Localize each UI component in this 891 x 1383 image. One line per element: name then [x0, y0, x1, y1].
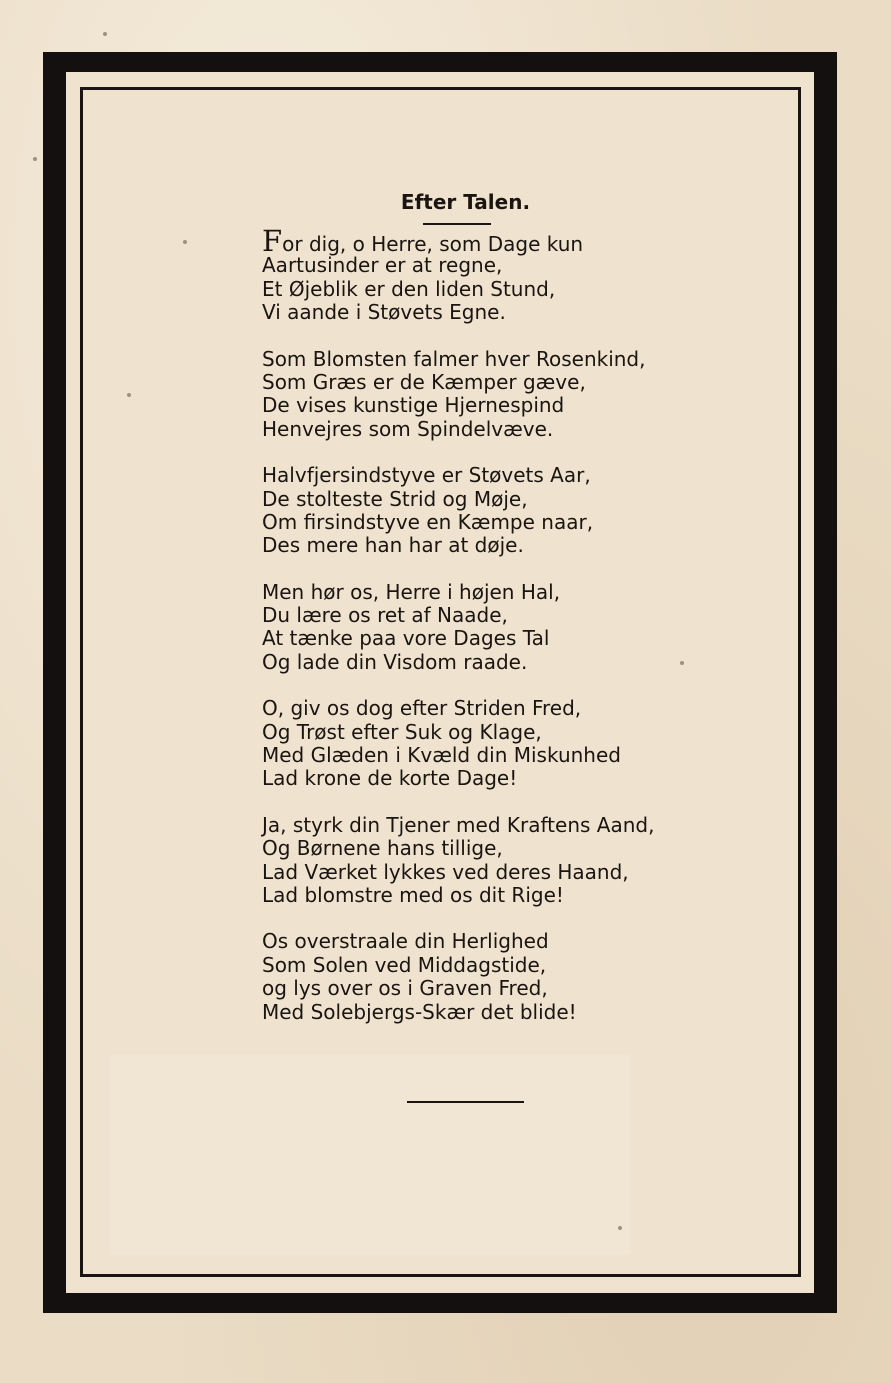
poem-line: Om firsindstyve en Kæmpe naar, [262, 509, 594, 534]
poem-line: Aartusinder er at regne, [262, 253, 503, 278]
poem-line [262, 224, 722, 258]
poem-line: De stolteste Strid og Møje, [262, 486, 528, 511]
poem-line: Og Børnene hans tillige, [262, 836, 503, 861]
poem-line: Des mere han har at døje. [262, 533, 524, 558]
stanza-4 [262, 581, 722, 675]
poem-line: Lad Værket lykkes ved deres Haand, [262, 859, 629, 884]
poem-title: Efter Talen. [400, 190, 531, 214]
poem-line: Som Blomsten falmer hver Rosenkind, [262, 346, 646, 371]
poem-line: Halvfjersindstyve er Støvets Aar, [262, 463, 591, 488]
poem-line: og lys over os i Graven Fred, [262, 976, 548, 1001]
poem-line: At tænke paa vore Dages Tal [262, 626, 550, 651]
stanza-5 [262, 697, 722, 791]
stanza-7 [262, 930, 722, 1024]
poem-line: Du lære os ret af Naade, [262, 603, 508, 628]
end-rule [407, 1101, 524, 1103]
poem-line: Lad krone de korte Dage! [262, 766, 518, 791]
poem-line: Henvejres som Spindelvæve. [262, 416, 554, 441]
poem-line: Et Øjeblik er den liden Stund, [262, 276, 556, 301]
poem-line: Som Solen ved Middagstide, [262, 952, 547, 977]
paper-speck [127, 393, 131, 397]
paper-speck [618, 1226, 622, 1230]
paper-speck [103, 32, 107, 36]
paper-speck [680, 661, 684, 665]
poem-line: Med Solebjergs-Skær det blide! [262, 999, 577, 1024]
title-underline [423, 223, 491, 225]
stanza-6 [262, 814, 722, 908]
poem-line: Og lade din Visdom raade. [262, 649, 528, 674]
drop-cap: F [262, 224, 283, 258]
stanza-2 [262, 348, 722, 442]
poem-body [262, 224, 722, 1047]
stanza-3 [262, 464, 722, 558]
poem-line: De vises kunstige Hjernespind [262, 393, 565, 418]
poem-line: Som Græs er de Kæmper gæve, [262, 369, 586, 394]
poem-line-text: or dig, o Herre, som Dage kun [282, 232, 584, 256]
poem-line: O, giv os dog efter Striden Fred, [262, 696, 582, 721]
paper-stain [110, 1055, 630, 1255]
stanza-1 [262, 224, 722, 325]
poem-line: Og Trøst efter Suk og Klage, [262, 719, 542, 744]
paper-speck [183, 240, 187, 244]
poem-line: Men hør os, Herre i højen Hal, [262, 579, 561, 604]
poem-line: Ja, styrk din Tjener med Kraftens Aand, [262, 812, 655, 837]
paper-speck [33, 157, 37, 161]
poem-line: Med Glæden i Kvæld din Miskunhed [262, 743, 621, 768]
poem-line: Lad blomstre med os dit Rige! [262, 882, 564, 907]
poem-line: Vi aande i Støvets Egne. [262, 300, 506, 325]
poem-line: Os overstraale din Herlighed [262, 929, 549, 954]
